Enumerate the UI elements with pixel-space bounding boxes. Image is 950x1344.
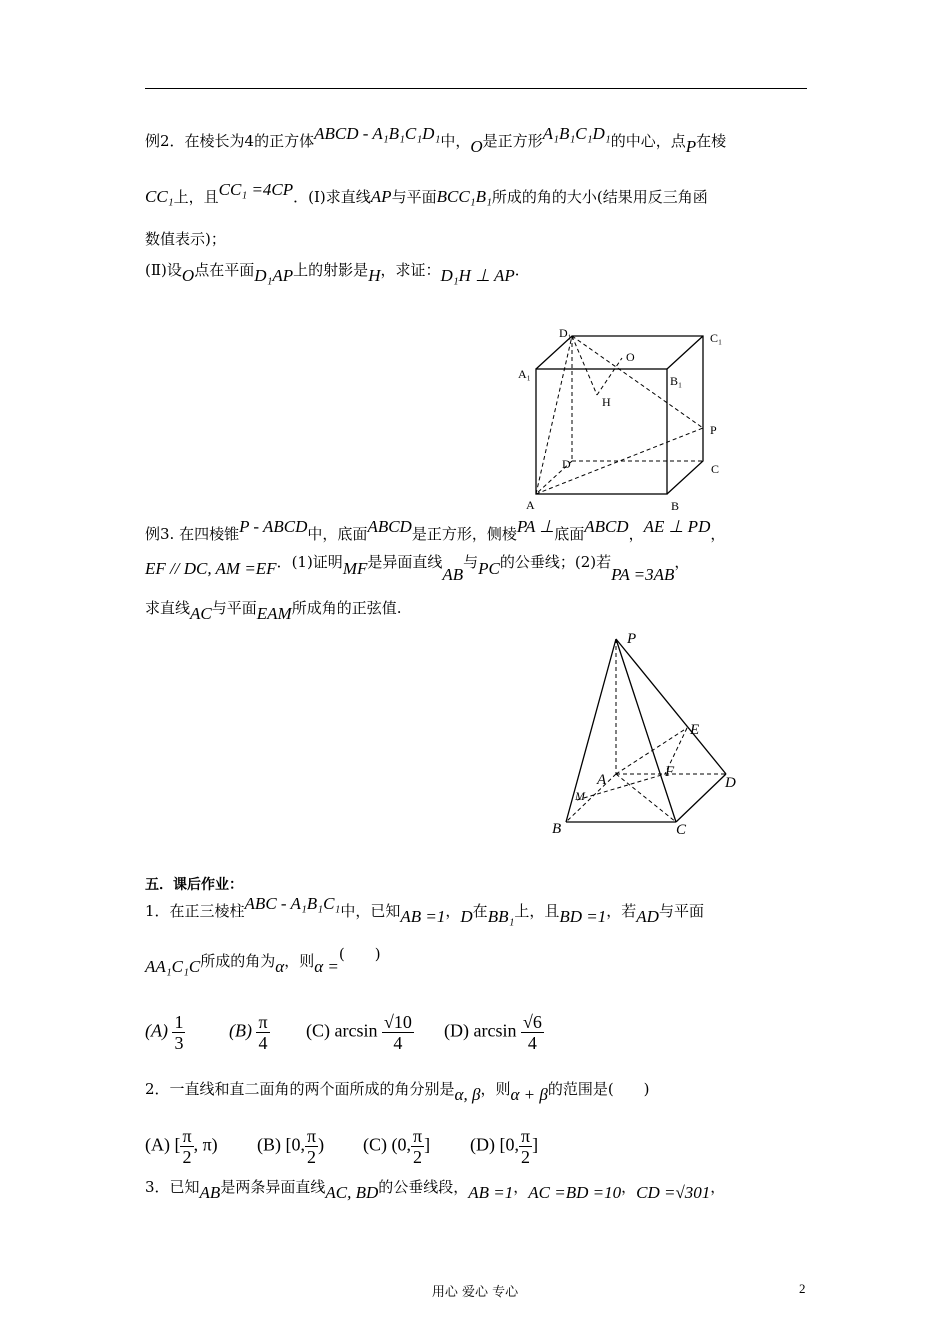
label-P: P [710, 423, 717, 437]
hw-q1-line1: 1．在正三棱柱ABC - A₁B₁C₁中，已知AB =1，D在BB₁上，且BD =1，若AD与平面 [145, 894, 704, 926]
label-A: A [526, 498, 535, 512]
q1-option-b: (B) $\frac{\pi}{4}$ [229, 1012, 268, 1053]
ex2-line3: 数值表示)； [145, 230, 226, 248]
label-E: E [690, 722, 700, 738]
ex3-line3: 求直线AC与平面EAM所成角的正弦值. [145, 599, 402, 623]
label-H: H [602, 395, 611, 409]
q2-option-d: (D) [0, $\frac{\pi}{2}$ ] [470, 1126, 539, 1167]
page-number: 2 [799, 1281, 806, 1296]
hw-q2: 2．一直线和直二面角的两个面所成的角分别是α, β，则α + β的范围是( ) [145, 1080, 650, 1104]
label-C1: C₁ [710, 331, 723, 345]
label-B1: B₁ [670, 374, 683, 388]
ex3-line1: 例3. 在四棱锥P - ABCD中，底面ABCD是正方形，侧棱PA ⊥底面ABCD，AE ⊥ PD， [145, 517, 726, 543]
pyramid-figure [545, 628, 755, 843]
footer-text: 用心 爱心 专心 [431, 1285, 519, 1300]
ex2-line1: 例2．在棱长为4的正方体ABCD - A₁B₁C₁D₁中，O是正方形A₁B₁C₁D₁的中心，点P在棱 [145, 124, 727, 156]
label-M: M [575, 789, 585, 803]
label-C2: C [676, 822, 687, 838]
q1-option-c: (C) arcsin $\frac{√10}{4}$ [306, 1012, 412, 1053]
q2-option-a: (A) [ $\frac{\pi}{2}$ , π) [145, 1126, 218, 1167]
label-P2: P [627, 631, 637, 647]
q2-option-b: (B) [0, $\frac{\pi}{2}$ ) [257, 1126, 325, 1167]
label-D: D [562, 457, 571, 471]
label-D1: D₁ [559, 326, 572, 340]
cube-figure [505, 320, 735, 520]
label-B2: B [552, 821, 562, 837]
label-A1: A₁ [518, 367, 531, 381]
hw-q1-line2: AA₁C₁C所成的角为α，则α =( ) [145, 945, 381, 976]
ex2-line2: CC₁上，且CC₁ =4CP．(Ⅰ)求直线AP与平面BCC₁B₁所成的角的大小(结果用反三角函 [145, 180, 708, 206]
label-B: B [671, 499, 680, 513]
label-O: O [626, 350, 635, 364]
q1-option-d: (D) arcsin $\frac{√6}{4}$ [444, 1012, 542, 1053]
ex2-line4: (Ⅱ)设O点在平面D₁AP上的射影是H，求证：D₁H ⊥ AP． [145, 261, 530, 285]
q1-option-a: (A) $\frac{1}{3}$ [145, 1012, 184, 1053]
label-A2: A [597, 772, 607, 788]
homework-title: 五．课后作业： [145, 877, 243, 893]
hw-q3: 3．已知AB是两条异面直线AC, BD的公垂线段，AB =1，AC =BD =10，CD =√301， [145, 1178, 726, 1202]
q2-option-c: (C) (0, $\frac{\pi}{2}$ ] [363, 1126, 431, 1167]
label-F: F [665, 764, 675, 780]
label-D2: D [725, 775, 736, 791]
label-C: C [711, 462, 720, 476]
ex3-line2: EF // DC, AM =EF．(1)证明MF是异面直线AB与PC的公垂线；(2)若PA =3AB， [145, 553, 690, 584]
header-rule [145, 88, 807, 89]
